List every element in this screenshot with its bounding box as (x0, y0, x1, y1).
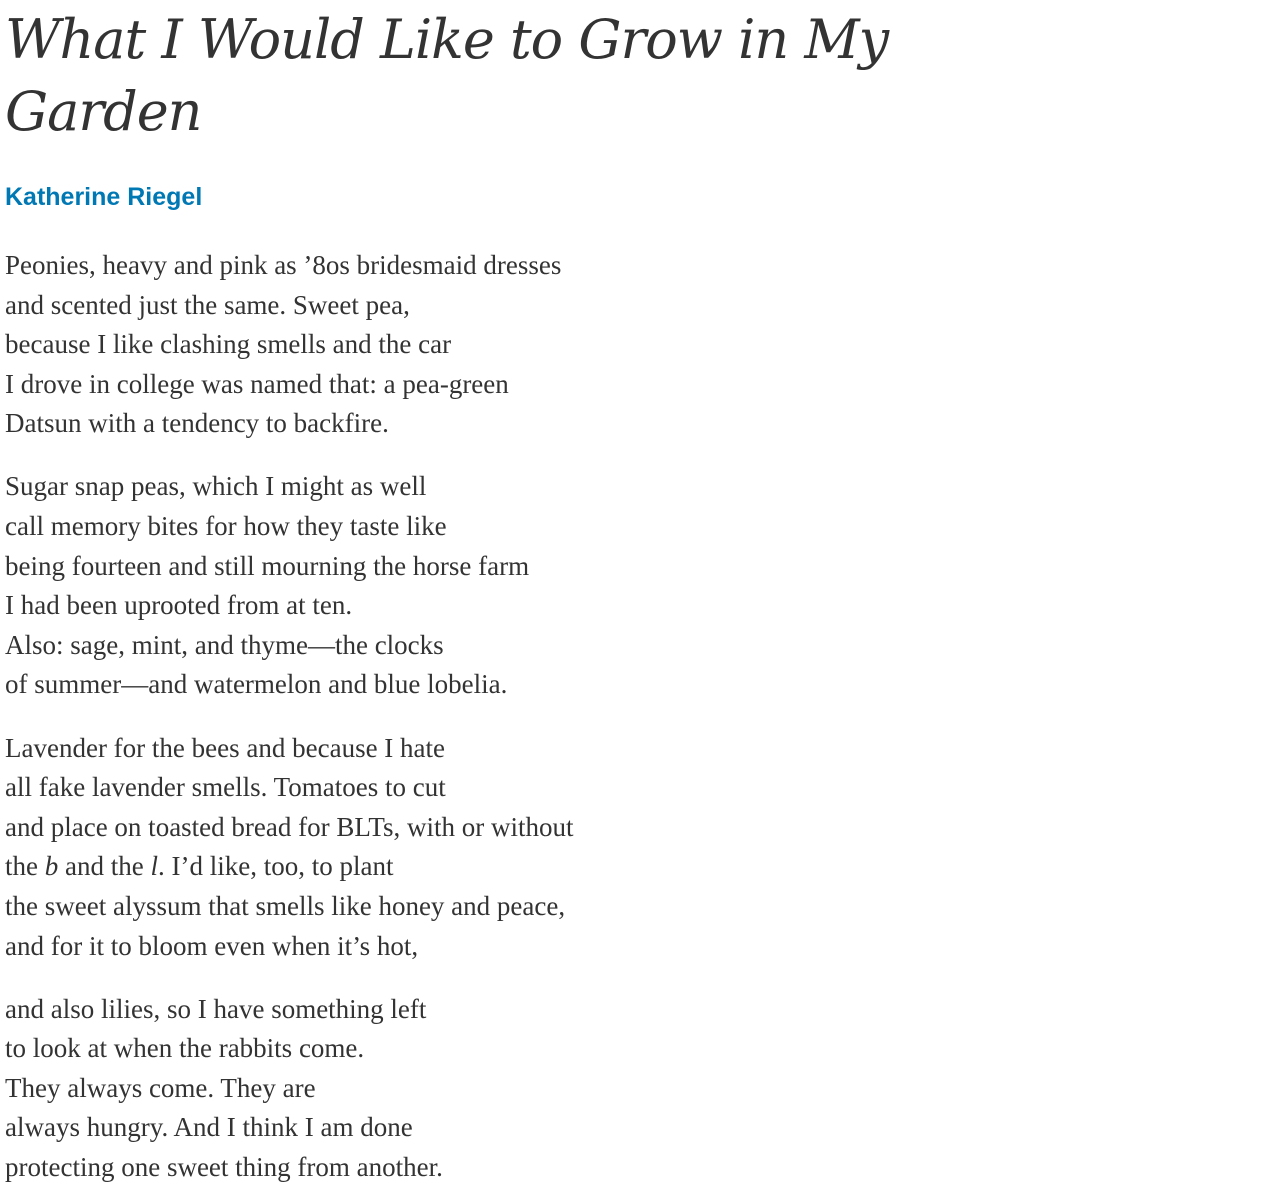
stanza (5, 729, 1264, 967)
poem-line: to look at when the rabbits come. (5, 1033, 365, 1064)
poem-line: and place on toasted bread for BLTs, with or without (5, 811, 574, 842)
poem-line: always hungry. And I think I am done (5, 1112, 413, 1143)
poem-line: the sweet alyssum that smells like honey and peace, (5, 890, 566, 921)
stanza (5, 467, 1264, 705)
poem-line: Sugar snap peas, which I might as well (5, 471, 427, 502)
poem-line: of summer—and watermelon and blue lobelia. (5, 669, 508, 700)
poem-line: They always come. They are (5, 1072, 316, 1103)
poem-line: all fake lavender smells. Tomatoes to cut (5, 772, 446, 803)
poem-line: Lavender for the bees and because I hate (5, 732, 446, 763)
poem-line: Peonies, heavy and pink as ’8os bridesmaid dresses (5, 250, 562, 280)
italic-text: b (44, 851, 59, 882)
poem-line: being fourteen and still mourning the horse farm (5, 550, 530, 581)
italic-text: l (150, 851, 158, 882)
stanza (5, 246, 1264, 444)
line-segment: . I’d like, too, to plant (158, 851, 394, 882)
poem-title: What I Would Like to Grow in My Garden (5, 8, 889, 143)
stanza (5, 990, 1264, 1188)
poem-line: Also: sage, mint, and thyme—the clocks (5, 629, 444, 660)
poem-line: and for it to bloom even when it’s hot, (5, 930, 419, 961)
poem-line: Datsun with a tendency to backfire. (5, 408, 389, 439)
poem-line: protecting one sweet thing from another. (5, 1151, 443, 1182)
poem-line: and also lilies, so I have something left (5, 993, 427, 1024)
poem-line (5, 847, 1264, 887)
poem-line: I drove in college was named that: a pea-green (5, 368, 509, 399)
author-link[interactable]: Katherine Riegel (5, 183, 203, 211)
poem-line: call memory bites for how they taste like (5, 511, 447, 542)
poem-article (0, 4, 1264, 1188)
poem-line: and scented just the same. Sweet pea, (5, 289, 410, 320)
poem-line: because I like clashing smells and the car (5, 329, 452, 360)
line-segment: and the (58, 851, 151, 882)
poem-body (5, 246, 1264, 1188)
poem-line: I had been uprooted from at ten. (5, 590, 353, 621)
line-segment: the (5, 851, 45, 882)
